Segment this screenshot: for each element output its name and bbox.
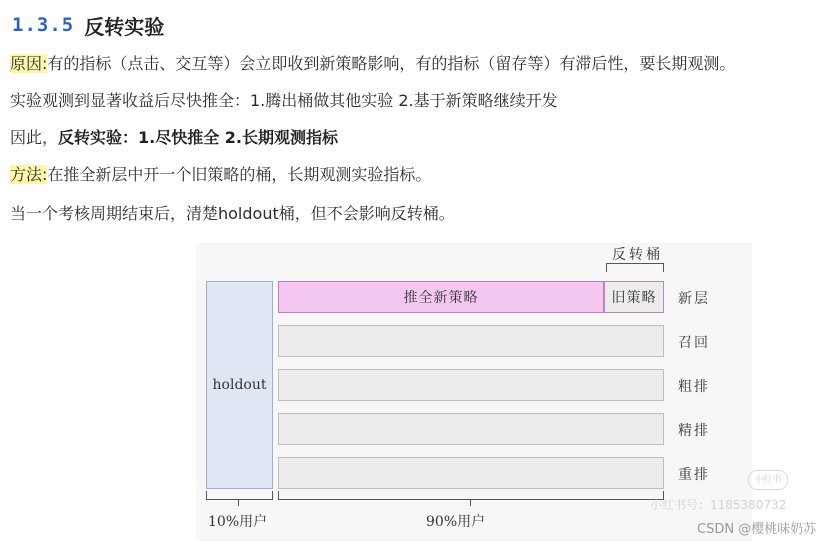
experiment-share-bracket	[278, 491, 664, 500]
section-title: 反转实验	[84, 14, 165, 39]
holdout-share-bracket	[206, 491, 273, 500]
watermark-id: 小红书号：1185380732	[650, 498, 787, 512]
layer-bar-recall	[278, 325, 664, 357]
section-number: 1.3.5	[12, 14, 75, 36]
experiment-share-tick	[470, 500, 471, 506]
holdout-label: holdout	[212, 377, 267, 393]
method-label: 方法:	[10, 165, 48, 184]
section-heading	[12, 10, 164, 40]
reverse-bucket-bracket	[606, 263, 664, 272]
layer-label-new: 新层	[678, 291, 710, 307]
layer-bar-coarse-rank	[278, 369, 664, 401]
cycle-line: 当一个考核周期结束后，清楚holdout桶，但不会影响反转桶。	[10, 204, 455, 223]
layer-label-fine-rank: 精排	[678, 423, 710, 439]
method-text: 在推全新层中开一个旧策略的桶，长期观测实验指标。	[47, 165, 432, 184]
therefore-prefix: 因此，	[10, 128, 59, 147]
holdout-share-tick	[238, 500, 239, 506]
holdout-bucket	[206, 281, 273, 489]
reason-label: 原因:	[10, 54, 48, 73]
therefore-bold: 反转实验：1.尽快推全 2.长期观测指标	[58, 128, 339, 147]
source-credit: CSDN @樱桃味奶苏	[697, 522, 817, 537]
reverse-bucket-label: 反转桶	[612, 247, 663, 263]
experiment-share-label: 90%用户	[426, 514, 486, 530]
watermark-logo: 小红书	[748, 470, 788, 490]
layer-bar-rerank	[278, 457, 664, 489]
therefore-line	[10, 126, 338, 150]
new-strategy-bucket	[278, 281, 604, 313]
reason-text: 有的指标（点击、交互等）会立即收到新策略影响，有的指标（留存等）有滞后性，要长期观测。	[47, 54, 736, 73]
new-strategy-label: 推全新策略	[403, 290, 479, 306]
layer-bar-fine-rank	[278, 413, 664, 445]
old-strategy-label: 旧策略	[611, 290, 657, 306]
layer-label-rerank: 重排	[678, 467, 710, 483]
layer-label-recall: 召回	[678, 335, 710, 351]
layer-label-coarse-rank: 粗排	[678, 379, 710, 395]
observe-line: 实验观测到显著收益后尽快推全：1.腾出桶做其他实验 2.基于新策略继续开发	[10, 91, 558, 110]
method-line	[10, 163, 431, 187]
old-strategy-bucket	[604, 281, 664, 313]
reason-line	[10, 52, 735, 76]
holdout-share-label: 10%用户	[208, 514, 268, 530]
